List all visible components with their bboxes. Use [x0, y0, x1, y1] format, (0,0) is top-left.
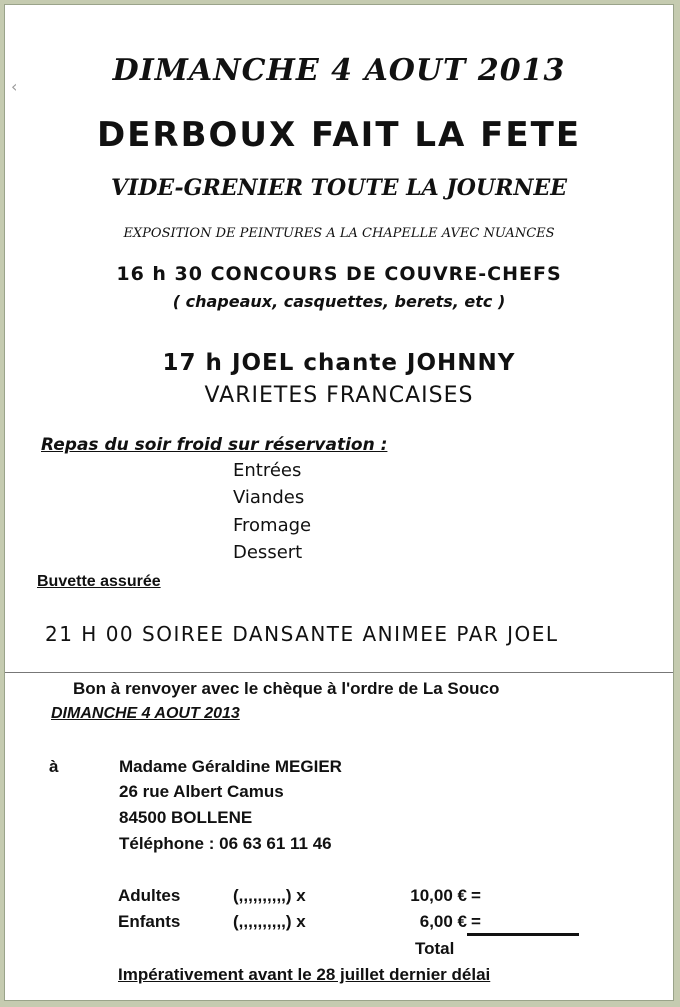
- children-label: Enfants: [118, 912, 181, 931]
- varietes-line: VARIETES FRANCAISES: [204, 383, 474, 408]
- concours-line: 16 h 30 CONCOURS DE COUVRE-CHEFS: [116, 263, 562, 285]
- coupon-intro: Bon à renvoyer avec le chèque à l'ordre de La Souco: [73, 679, 500, 698]
- menu-item: Viandes: [233, 487, 305, 508]
- flyer-page: [4, 4, 674, 1001]
- buvette-line: Buvette assurée: [37, 573, 161, 590]
- event-date-heading: DIMANCHE 4 AOUT 2013: [112, 53, 566, 88]
- address-name: Madame Géraldine MEGIER: [119, 757, 342, 776]
- address-phone: Téléphone : 06 63 61 11 46: [119, 834, 332, 853]
- chapeaux-line: ( chapeaux, casquettes, berets, etc ): [172, 292, 506, 311]
- vide-grenier-line: VIDE-GRENIER TOUTE LA JOURNEE: [110, 175, 568, 201]
- coupon-date: DIMANCHE 4 AOUT 2013: [51, 705, 240, 722]
- address-street: 26 rue Albert Camus: [119, 782, 284, 801]
- menu-item: Entrées: [233, 460, 302, 481]
- children-equals: =: [471, 912, 481, 931]
- scan-mark: ‹: [11, 77, 18, 96]
- deadline-line: Impérativement avant le 28 juillet dernier délai: [118, 965, 491, 984]
- adults-quantity-field: (,,,,,,,,,,) x: [233, 886, 306, 905]
- children-price: 6,00 €: [419, 912, 467, 931]
- address-prefix: à: [49, 757, 59, 776]
- total-label: Total: [415, 939, 455, 958]
- cut-line: [5, 672, 673, 673]
- adults-label: Adultes: [118, 886, 181, 905]
- menu-item: Fromage: [233, 515, 312, 536]
- address-city: 84500 BOLLENE: [119, 808, 253, 827]
- joel-line: 17 h JOEL chante JOHNNY: [162, 350, 516, 376]
- adults-equals: =: [471, 886, 481, 905]
- exposition-line: EXPOSITION DE PEINTURES A LA CHAPELLE AVEC NUANCES: [123, 226, 555, 241]
- children-quantity-field: (,,,,,,,,,,) x: [233, 912, 306, 931]
- menu-item: Dessert: [233, 542, 303, 563]
- soiree-line: 21 H 00 SOIREE DANSANTE ANIMEE PAR JOEL: [45, 622, 559, 646]
- event-title: DERBOUX FAIT LA FETE: [96, 115, 582, 155]
- adults-price: 10,00 €: [410, 886, 467, 905]
- total-underline: [467, 933, 579, 936]
- repas-title: Repas du soir froid sur réservation :: [41, 435, 388, 455]
